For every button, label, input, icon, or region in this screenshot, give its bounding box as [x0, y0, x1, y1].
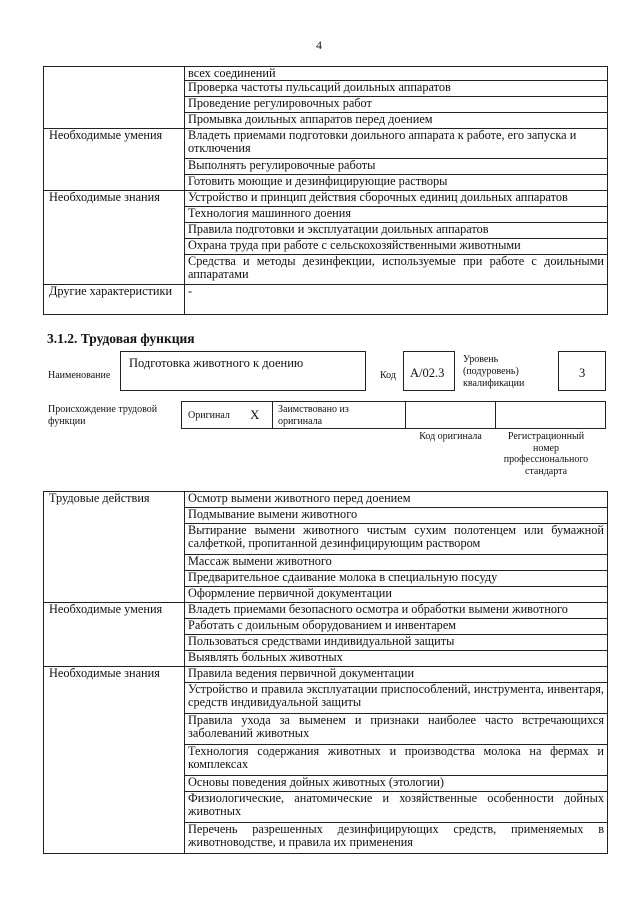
borrowed-label: Заимствовано из оригинала	[278, 404, 349, 427]
section-title: 3.1.2. Трудовая функция	[47, 331, 195, 346]
row-label: Необходимые умения	[44, 603, 185, 667]
table-cell: Готовить моющие и дезинфицирующие растворы	[185, 175, 608, 191]
level-value: 3	[579, 366, 586, 380]
top-requirements-table	[43, 66, 608, 315]
table-cell: Устройство и правила эксплуатации приспособлений, инструмента, инвентаря, средств индивидуальной защиты	[185, 683, 608, 714]
table-cell: Работать с доильным оборудованием и инвентарем	[185, 619, 608, 635]
table-cell: Пользоваться средствами индивидуальной защиты	[185, 635, 608, 651]
table-cell: Физиологические, анатомические и хозяйственные особенности дойных животных	[185, 792, 608, 823]
code-original-box	[405, 401, 496, 429]
code-label: Код	[380, 370, 396, 381]
table-cell: Массаж вымени животного	[185, 555, 608, 571]
level-value-box	[558, 351, 606, 391]
table-cell: Вытирание вымени животного чистым сухим полотенцем или бумажной салфеткой, пропитанной дезинфицирующим раствором	[185, 524, 608, 555]
code-value: А/02.3	[410, 366, 445, 380]
table-cell: Технология машинного доения	[185, 207, 608, 223]
table-cell: Правила подготовки и эксплуатации доильных аппаратов	[185, 223, 608, 239]
row-label: Необходимые умения	[44, 129, 185, 191]
original-mark: X	[250, 407, 260, 422]
bottom-requirements-table	[43, 491, 608, 854]
table-cell: Оформление первичной документации	[185, 587, 608, 603]
table-cell: Владеть приемами подготовки доильного аппарата к работе, его запуска и отключения	[185, 129, 608, 159]
table-cell: Выявлять больных животных	[185, 651, 608, 667]
reg-number-caption: Регистрационный номер профессионального стандарта	[503, 431, 589, 477]
row-label	[44, 67, 185, 129]
table-cell: Проведение регулировочных работ	[185, 97, 608, 113]
table-cell: Осмотр вымени животного перед доением	[185, 492, 608, 508]
table-cell: Устройство и принцип действия сборочных единиц доильных аппаратов	[185, 191, 608, 207]
table-cell: Подмывание вымени животного	[185, 508, 608, 524]
reg-number-box	[495, 401, 606, 429]
code-original-caption: Код оригинала	[419, 431, 482, 442]
table-cell: Промывка доильных аппаратов перед доением	[185, 113, 608, 129]
code-value-box	[403, 351, 455, 391]
table-cell: Правила ухода за выменем и признаки наиболее часто встречающихся заболеваний животных	[185, 714, 608, 745]
row-label: Другие характеристики	[44, 285, 185, 315]
row-label: Трудовые действия	[44, 492, 185, 603]
table-cell: Охрана труда при работе с сельскохозяйственными животными	[185, 239, 608, 255]
row-label: Необходимые знания	[44, 191, 185, 285]
table-cell: Перечень разрешенных дезинфицирующих средств, применяемых в животноводстве, и правила их применения	[185, 823, 608, 854]
table-cell: всех соединений	[185, 67, 608, 81]
table-cell: Владеть приемами безопасного осмотра и обработки вымени животного	[185, 603, 608, 619]
table-cell: Предварительное сдаивание молока в специальную посуду	[185, 571, 608, 587]
table-cell: Технология содержания животных и производства молока на фермах и комплексах	[185, 745, 608, 776]
name-value: Подготовка животного к доению	[129, 356, 304, 370]
name-label: Наименование	[48, 370, 111, 381]
table-cell: Основы поведения дойных животных (этологии)	[185, 776, 608, 792]
table-cell: Проверка частоты пульсаций доильных аппаратов	[185, 81, 608, 97]
table-cell: Правила ведения первичной документации	[185, 667, 608, 683]
table-cell: -	[185, 285, 608, 315]
origin-label: Происхождение трудовой функции	[48, 404, 158, 427]
name-value-box	[120, 351, 366, 391]
row-label: Необходимые знания	[44, 667, 185, 854]
page-number: 4	[316, 38, 322, 52]
table-cell: Выполнять регулировочные работы	[185, 159, 608, 175]
borrowed-box	[272, 401, 406, 429]
table-cell: Средства и методы дезинфекции, используемые при работе с доильными аппаратами	[185, 255, 608, 285]
original-box	[181, 401, 273, 429]
original-label: Оригинал	[188, 410, 230, 421]
level-label: Уровень (подуровень) квалификации	[463, 354, 525, 389]
